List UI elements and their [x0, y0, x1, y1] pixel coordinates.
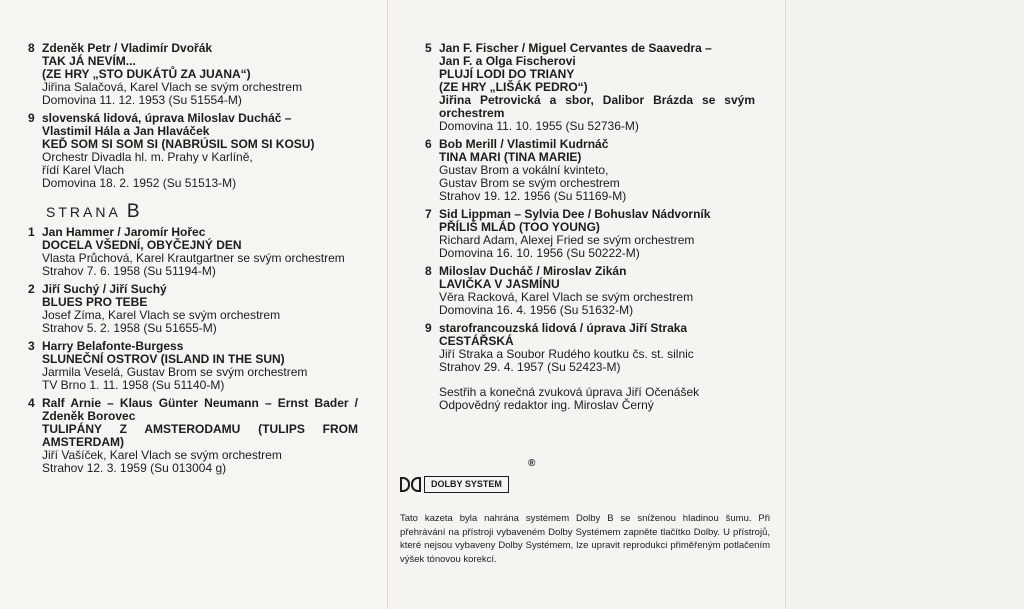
credits: [425, 386, 755, 412]
track-line: Domovina 16. 10. 1956 (Su 50222-M): [439, 246, 640, 260]
registered-mark: ®: [528, 458, 536, 469]
track-line: KEĎ SOM SI SOM SI (NABRÚSIL SOM SI KOSU): [42, 137, 315, 151]
track-entry: [28, 340, 358, 392]
track-line: slovenská lidová, úprava Miloslav Ducháč –: [42, 111, 292, 125]
side-heading-letter: B: [126, 201, 140, 222]
track-line: Věra Racková, Karel Vlach se svým orchestrem: [439, 290, 694, 304]
dolby-logo-text: DOLBY SYSTEM: [424, 476, 509, 493]
side-heading-word: STRANA: [46, 204, 121, 220]
track-line: Jiří Straka a Soubor Rudého koutku čs. st. silnic: [439, 347, 694, 361]
track-number: 5: [425, 41, 432, 55]
track-line: Richard Adam, Alexej Fried se svým orchestrem: [439, 233, 695, 247]
track-number: 8: [28, 41, 35, 55]
track-entry: [28, 283, 358, 335]
track-line: Jan Hammer / Jaromír Hořec: [42, 225, 206, 239]
track-line: Strahov 19. 12. 1956 (Su 51169-M): [439, 189, 627, 203]
track-line: Miloslav Ducháč / Miroslav Zikán: [439, 264, 627, 278]
track-line: DOCELA VŠEDNÍ, OBYČEJNÝ DEN: [42, 238, 242, 252]
track-number: 1: [28, 225, 35, 239]
track-entry: [28, 397, 358, 475]
track-line: Bob Merill / Vlastimil Kudrnáč: [439, 137, 609, 151]
track-line: Harry Belafonte-Burgess: [42, 339, 184, 353]
side-a-tracks: [28, 42, 358, 190]
track-line: Vlastimil Hála a Jan Hlaváček: [42, 124, 210, 138]
track-number: 4: [28, 396, 35, 410]
track-line: Jiří Suchý / Jiří Suchý: [42, 282, 167, 296]
track-line: Orchestr Divadla hl. m. Prahy v Karlíně,: [42, 150, 253, 164]
right-panel: [785, 0, 1024, 609]
track-line: BLUES PRO TEBE: [42, 295, 148, 309]
track-line: Josef Zíma, Karel Vlach se svým orchestrem: [42, 308, 281, 322]
track-line: Jiří Vašíček, Karel Vlach se svým orchestrem: [42, 448, 282, 462]
track-line: Jarmila Veselá, Gustav Brom se svým orchestrem: [42, 365, 308, 379]
track-entry: [425, 322, 755, 374]
track-entry: [425, 42, 755, 133]
track-line: Zdeněk Petr / Vladimír Dvořák: [42, 41, 213, 55]
track-line: Domovina 16. 4. 1956 (Su 51632-M): [439, 303, 634, 317]
track-line: CESTÁŘSKÁ: [439, 334, 514, 348]
track-line: PŘÍLIŠ MLÁD (TOO YOUNG): [439, 220, 600, 234]
track-line: Domovina 18. 2. 1952 (Su 51513-M): [42, 176, 237, 190]
track-line: Gustav Brom se svým orchestrem: [439, 176, 620, 190]
track-line: Jan F. a Olga Fischerovi: [439, 54, 576, 68]
track-line: TULIPÁNY Z AMSTERODAMU (TULIPS FROM AMSTERDAM): [42, 422, 358, 449]
side-b-heading: [46, 201, 358, 222]
credits-line: Sestřih a konečná zvuková úprava Jiří Očenášek: [439, 385, 700, 399]
track-line: Sid Lippman – Sylvia Dee / Bohuslav Nádvorník: [439, 207, 711, 221]
track-entry: [425, 138, 755, 203]
track-line: Domovina 11. 10. 1955 (Su 52736-M): [439, 119, 639, 133]
track-line: SLUNEČNÍ OSTROV (ISLAND IN THE SUN): [42, 352, 285, 366]
track-line: Strahov 5. 2. 1958 (Su 51655-M): [42, 321, 217, 335]
track-number: 8: [425, 264, 432, 278]
track-number: 6: [425, 137, 432, 151]
middle-column: [425, 42, 755, 412]
track-line: TV Brno 1. 11. 1958 (Su 51140-M): [42, 378, 225, 392]
track-entry: [28, 42, 358, 107]
track-line: Strahov 29. 4. 1957 (Su 52423-M): [439, 360, 621, 374]
track-line: Strahov 12. 3. 1959 (Su 013004 g): [42, 461, 227, 475]
track-line: starofrancouzská lidová / úprava Jiří Straka: [439, 321, 688, 335]
track-line: LAVIČKA V JASMÍNU: [439, 277, 560, 291]
track-line: Strahov 7. 6. 1958 (Su 51194-M): [42, 264, 216, 278]
track-line: Domovina 11. 12. 1953 (Su 51554-M): [42, 93, 242, 107]
side-b-tracks-right: [425, 42, 755, 374]
track-number: 7: [425, 207, 432, 221]
credits-line: Odpovědný redaktor ing. Miroslav Černý: [439, 398, 654, 412]
track-entry: [28, 226, 358, 278]
left-column: [28, 42, 358, 480]
track-line: Jan F. Fischer / Miguel Cervantes de Saavedra –: [439, 41, 712, 55]
track-line: (ZE HRY „STO DUKÁTŮ ZA JUANA“): [42, 67, 251, 81]
track-number: 9: [28, 111, 35, 125]
track-line: Vlasta Průchová, Karel Krautgartner se svým orchestrem: [42, 251, 345, 265]
track-line: Jiřina Petrovická a sbor, Dalibor Brázda se svým orchestrem: [439, 93, 755, 120]
track-line: Jiřina Salačová, Karel Vlach se svým orchestrem: [42, 80, 303, 94]
dolby-logo: [400, 476, 509, 493]
side-b-tracks-left: [28, 226, 358, 475]
track-entry: [28, 112, 358, 190]
track-line: Ralf Arnie – Klaus Günter Neumann – Ernst Bader / Zdeněk Borovec: [42, 396, 358, 423]
track-line: TINA MARI (TINA MARIE): [439, 150, 582, 164]
track-entry: [425, 208, 755, 260]
double-d-icon: [400, 477, 421, 492]
track-number: 3: [28, 339, 35, 353]
track-line: řídí Karel Vlach: [42, 163, 125, 177]
dolby-note: Tato kazeta byla nahrána systémem Dolby B se sníženou hladinou šumu. Při přehrávání na přístroji vybaveném Dolby Systémem zapněte tlačítko Dolby. U přístrojů, které nejsou vybaveny Dolby Systémem, lze upravit reprodukci přiměřeným potlačením výšek tónovou korekcí.: [400, 513, 770, 565]
track-line: (ZE HRY „LIŠÁK PEDRO“): [439, 80, 588, 94]
track-number: 2: [28, 282, 35, 296]
track-line: Gustav Brom a vokální kvinteto,: [439, 163, 609, 177]
track-number: 9: [425, 321, 432, 335]
track-line: PLUJÍ LODI DO TRIANY: [439, 67, 575, 81]
track-entry: [425, 265, 755, 317]
track-line: TAK JÁ NEVÍM...: [42, 54, 136, 68]
